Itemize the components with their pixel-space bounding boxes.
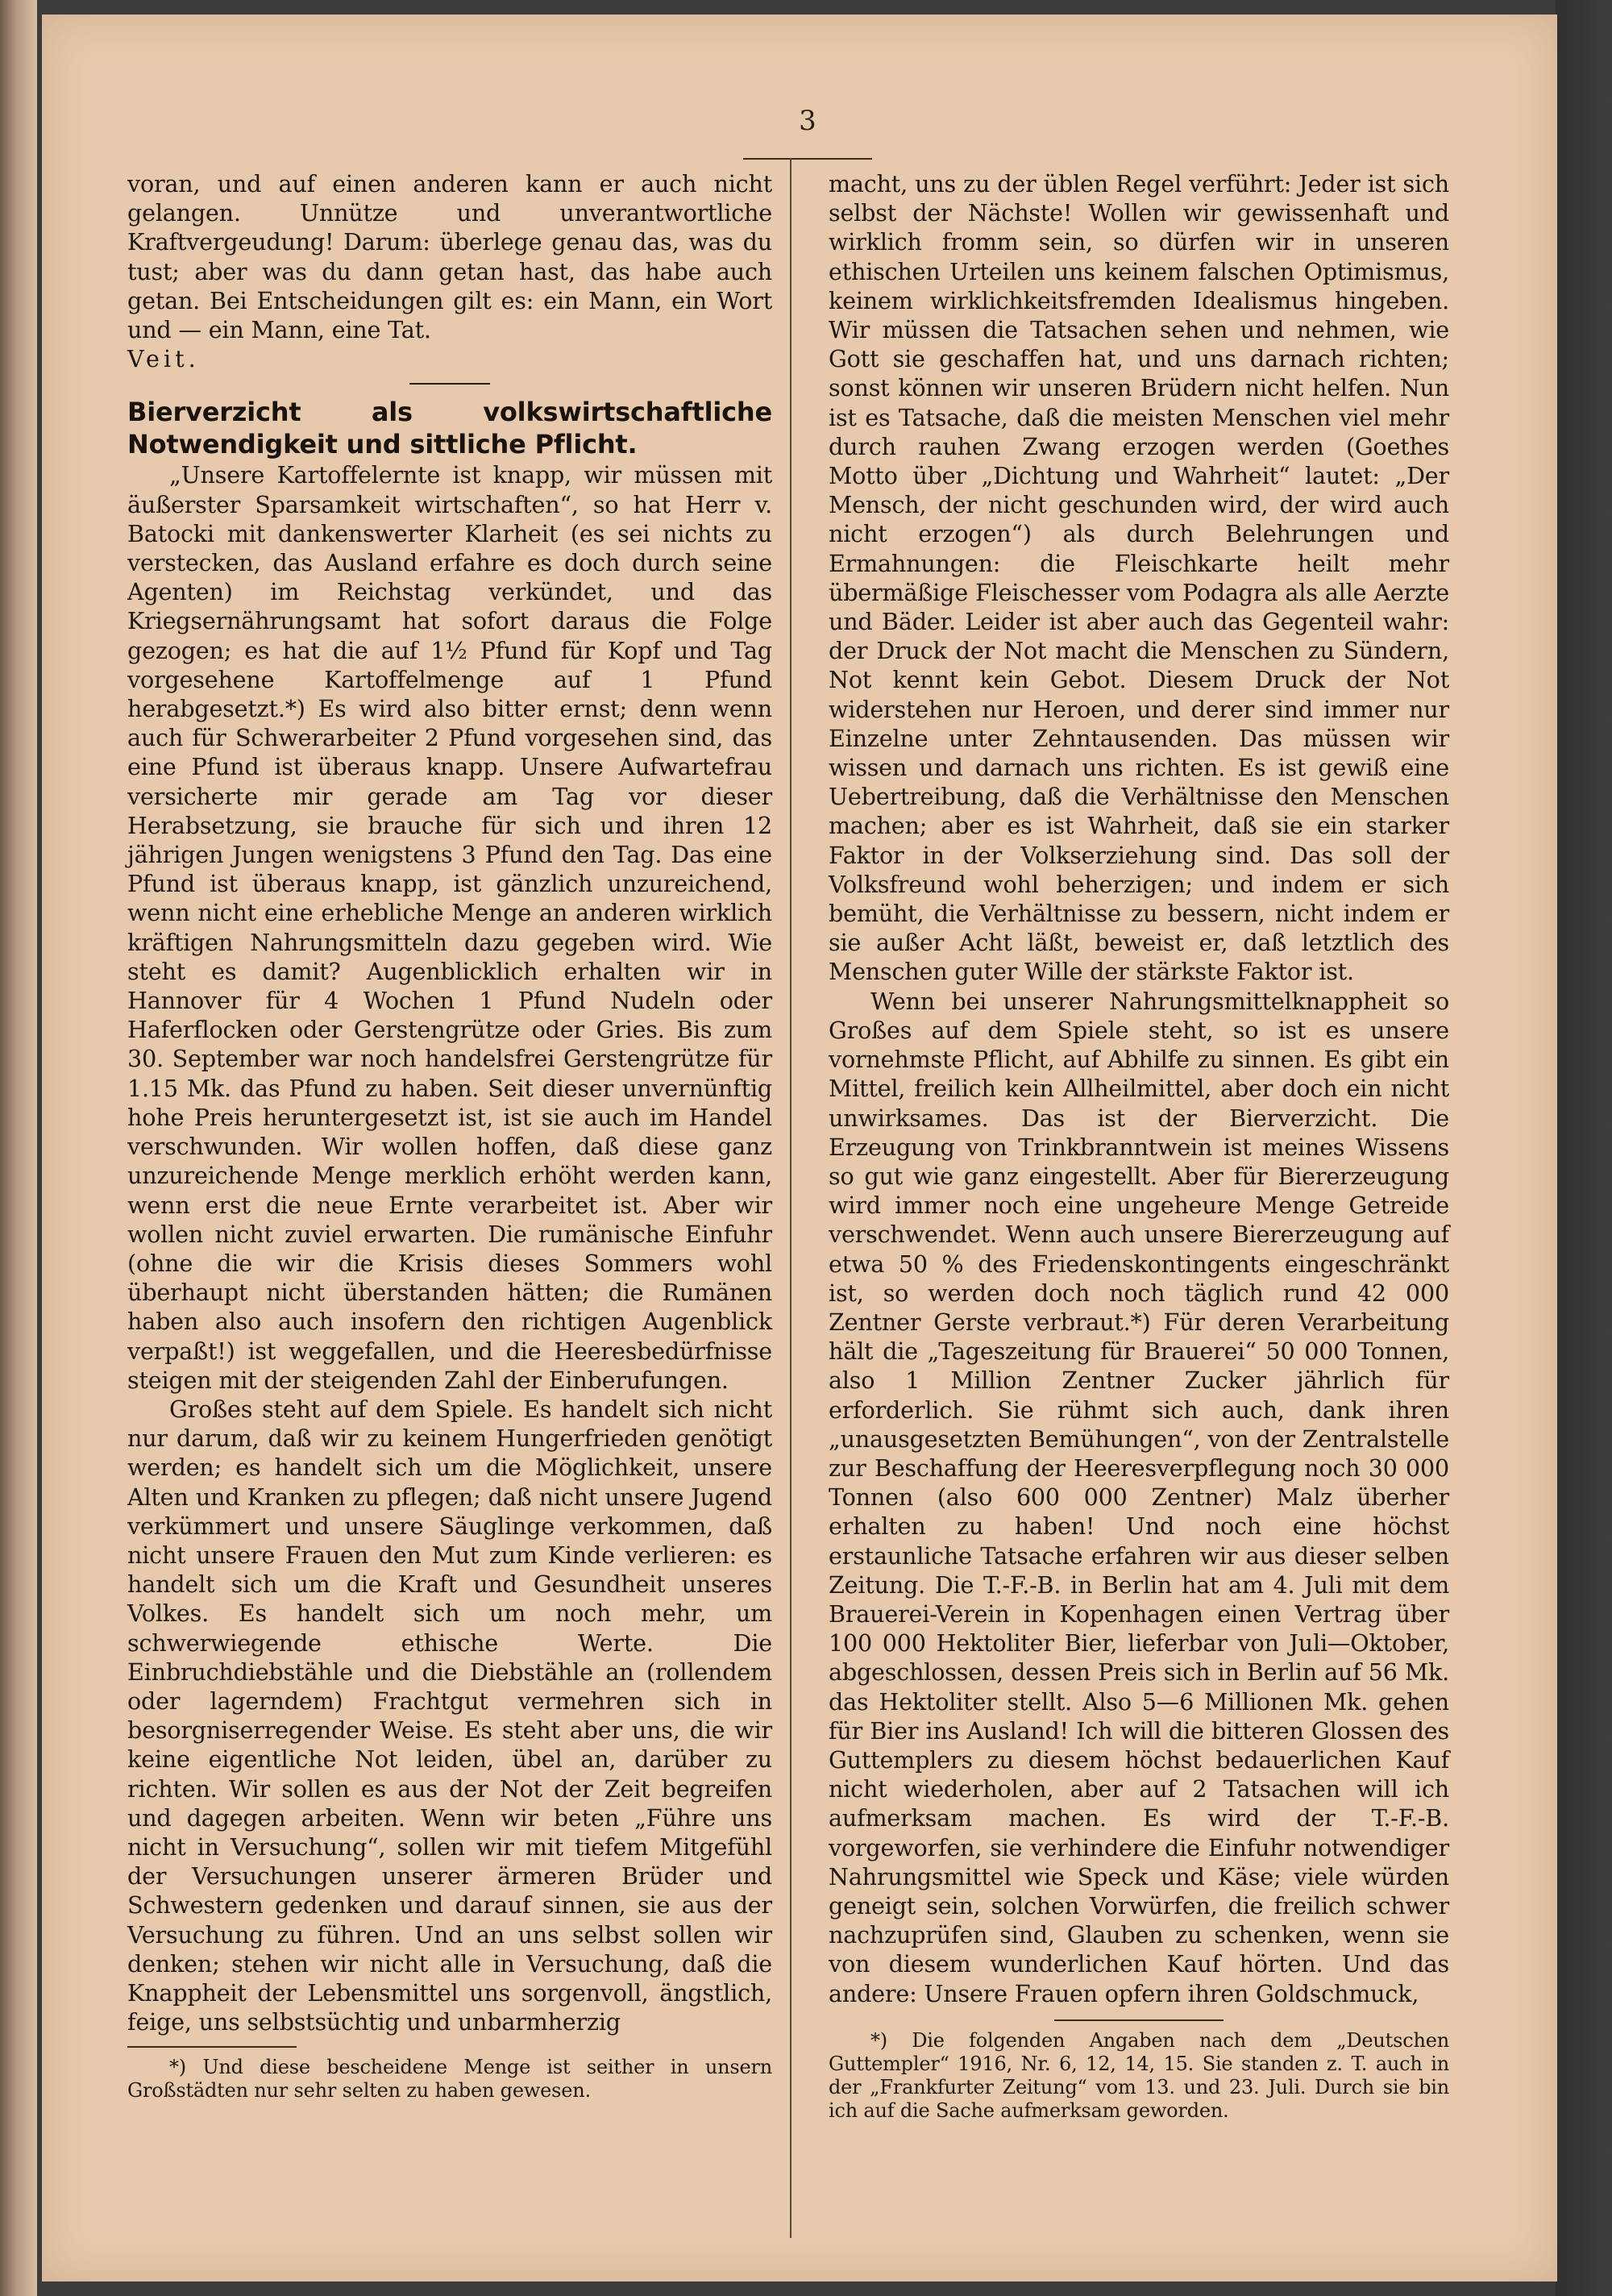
- body-paragraph: Großes steht auf dem Spiele. Es handelt sich nicht nur darum, daß wir zu keinem Hungerfrieden genötigt werden; es handelt sich um die Möglichkeit, unsere Alten und Kranken zu pflegen; daß nicht unsere Jugend verkümmert und unsere Säuglinge verkommen, daß nicht unsere Frauen den Mut zum Kinde verlieren: es handelt sich um die Kraft und Gesundheit unseres Volkes. Es handelt sich um noch mehr, um schwerwiegende ethische Werte. Die Einbruchdiebstähle und die Diebstähle an (rollendem oder lagerndem) Frachtgut vermehren sich in besorgniserregender Weise. Es steht aber uns, die wir keine eigentliche Not leiden, übel an, darüber zu richten. Wir sollen es aus der Not der Zeit begreifen und dagegen arbeiten. Wenn wir beten „Führe uns nicht in Versuchung“, sollen wir mit tiefem Mitgefühl der Versuchungen unserer ärmeren Brüder und Schwestern gedenken und darauf sinnen, sie aus der Versuchung zu führen. Und an uns selbst sollen wir denken; stehen wir nicht alle in Versuchung, daß die Knappheit der Lebensmittel uns sorgenvoll, ängstlich, feige, uns selbstsüchtig und unbarmherzig: [127, 1395, 772, 2036]
- right-column: [829, 169, 1449, 2123]
- body-paragraph: Wenn bei unserer Nahrungsmittelknappheit so Großes auf dem Spiele steht, so ist es unsere vornehmste Pflicht, auf Abhilfe zu sinnen. Es gibt ein Mittel, freilich kein Allheilmittel, aber doch ein nicht unwirksames. Das ist der Bierverzicht. Die Erzeugung von Trinkbranntwein ist meines Wissens so gut wie ganz eingestellt. Aber für Biererzeugung wird immer noch eine ungeheure Menge Getreide verschwendet. Wenn auch unsere Biererzeugung auf etwa 50 % des Friedenskontingents eingeschränkt ist, so werden doch noch täglich rund 42 000 Zentner Gerste verbraut.*) Für deren Verarbeitung hält die „Tageszeitung für Brauerei“ 50 000 Tonnen, also 1 Million Zentner Zucker jährlich für erforderlich. Sie rühmt sich auch, dank ihren „unausgesetzten Bemühungen“, von der Zentralstelle zur Beschaffung der Heeresverpflegung noch 30 000 Tonnen (also 600 000 Zentner) Malz überher erhalten zu haben! Und noch eine höchst erstaunliche Tatsache erfahren wir aus dieser selben Zeitung. Die T.-F.-B. in Berlin hat am 4. Juli mit dem Brauerei-Verein in Kopenhagen einen Vertrag über 100 000 Hektoliter Bier, lieferbar von Juli—Oktober, abgeschlossen, dessen Preis sich in Berlin auf 56 Mk. das Hektoliter stellt. Also 5—6 Millionen Mk. gehen für Bier ins Ausland! Ich will die bitteren Glossen des Guttemplers zu diesem höchst bedauerlichen Kauf nicht wiederholen, aber auf 2 Tatsachen will ich aufmerksam machen. Es wird der T.-F.-B. vorgeworfen, sie verhindere die Einfuhr notwendiger Nahrungsmittel wie Speck und Käse; viele würden geneigt sein, solchen Vorwürfen, die freilich schwer nachzuprüfen sind, Glauben zu schenken, wenn sie von diesem wunderlichen Kauf hörten. Und das andere: Unsere Frauen opfern ihren Goldschmuck,: [829, 987, 1449, 2007]
- footnote-rule: [1054, 2019, 1224, 2021]
- footnote: *) Die folgenden Angaben nach dem „Deutschen Guttempler“ 1916, Nr. 6, 12, 14, 15. Sie standen z. T. auch in der „Frankfurter Zeitung“ vom 13. und 23. Juli. Durch sie bin ich auf die Sache aufmerksam geworden.: [829, 2028, 1449, 2122]
- adjacent-page-edge: [0, 0, 37, 2296]
- footnote: *) Und diese bescheidene Menge ist seither in unsern Großstädten nur sehr selten zu haben gewesen.: [127, 2056, 772, 2103]
- scan-background: [1556, 0, 1612, 2296]
- header-rule: [743, 158, 872, 160]
- article-heading: Bierverzicht als volkswirtschaftliche Notwendigkeit und sittliche Pflicht.: [127, 397, 772, 460]
- author-byline: Veit.: [127, 345, 200, 373]
- section-divider: [409, 383, 490, 385]
- page-number: 3: [799, 105, 816, 137]
- left-column: [127, 169, 772, 2103]
- footnote-rule: [127, 2046, 297, 2048]
- opening-paragraph: voran, und auf einen anderen kann er auch nicht gelangen. Unnütze und unverantwortliche Kraftvergeudung! Darum: überlege genau das, was du tust; aber was du dann getan hast, das habe auch getan. Bei Entscheidungen gilt es: ein Mann, ein Wort und — ein Mann, eine Tat.: [127, 170, 772, 344]
- document-page: [42, 15, 1557, 2281]
- column-divider: [790, 158, 791, 2238]
- body-paragraph: macht, uns zu der üblen Regel verführt: Jeder ist sich selbst der Nächste! Wollen wir gewissenhaft und wirklich fromm sein, so dürfen wir in unseren ethischen Urteilen uns keinem falschen Optimismus, keinem wirklichkeitsfremden Idealismus hingeben. Wir müssen die Tatsachen sehen und nehmen, wie Gott sie geschaffen hat, und uns darnach richten; sonst können wir unseren Brüdern nicht helfen. Nun ist es Tatsache, daß die meisten Menschen viel mehr durch rauhen Zwang erzogen werden (Goethes Motto über „Dichtung und Wahrheit“ lautet: „Der Mensch, der nicht geschunden wird, der wird auch nicht erzogen“) als durch Belehrungen und Ermahnungen: die Fleischkarte heilt mehr übermäßige Fleischesser vom Podagra als alle Aerzte und Bäder. Leider ist aber auch das Gegenteil wahr: der Druck der Not macht die Menschen zu Sündern, Not kennt kein Gebot. Diesem Druck der Not widerstehen nur Heroen, und derer sind immer nur Einzelne unter Zehntausenden. Das müssen wir wissen und darnach uns richten. Es ist gewiß eine Uebertreibung, daß die Verhältnisse den Menschen machen; aber es ist Wahrheit, daß sie ein starker Faktor in der Volkserziehung sind. Das soll der Volksfreund wohl beherzigen; und indem er sich bemüht, die Verhältnisse zu bessern, nicht indem er sie außer Acht läßt, beweist er, daß letztlich des Menschen guter Wille der stärkste Faktor ist.: [829, 170, 1449, 986]
- body-paragraph: „Unsere Kartoffelernte ist knapp, wir müssen mit äußerster Sparsamkeit wirtschaften“, so hat Herr v. Batocki mit dankenswerter Klarheit (es sei nichts zu verstecken, das Ausland erfahre es doch durch seine Agenten) im Reichstag verkündet, und das Kriegsernährungsamt hat sofort daraus die Folge gezogen; es hat die auf 1½ Pfund für Kopf und Tag vorgesehene Kartoffelmenge auf 1 Pfund herabgesetzt.*) Es wird also bitter ernst; denn wenn auch für Schwerarbeiter 2 Pfund vorgesehen sind, das eine Pfund ist überaus knapp. Unsere Aufwartefrau versicherte mir gerade am Tag vor dieser Herabsetzung, sie brauche für sich und ihren 12 jährigen Jungen wenigstens 3 Pfund den Tag. Das eine Pfund ist überaus knapp, ist gänzlich unzureichend, wenn nicht eine erhebliche Menge an anderen wirklich kräftigen Nahrungsmitteln dazu gegeben wird. Wie steht es damit? Augenblicklich erhalten wir in Hannover für 4 Wochen 1 Pfund Nudeln oder Haferflocken oder Gerstengrütze oder Gries. Bis zum 30. September war noch handelsfrei Gerstengrütze für 1.15 Mk. das Pfund zu haben. Seit dieser unvernünftig hohe Preis heruntergesetzt ist, ist sie auch im Handel verschwunden. Wir wollen hoffen, daß diese ganz unzureichende Menge merklich erhöht werden kann, wenn erst die neue Ernte verarbeitet ist. Aber wir wollen nicht zuviel erwarten. Die rumänische Einfuhr (ohne die wir die Krisis dieses Sommers wohl überhaupt nicht überstanden hätten; die Rumänen haben also auch insofern den richtigen Augenblick verpaßt!) ist weggefallen, und die Heeresbedürfnisse steigen mit der steigenden Zahl der Einberufungen.: [127, 461, 772, 1394]
